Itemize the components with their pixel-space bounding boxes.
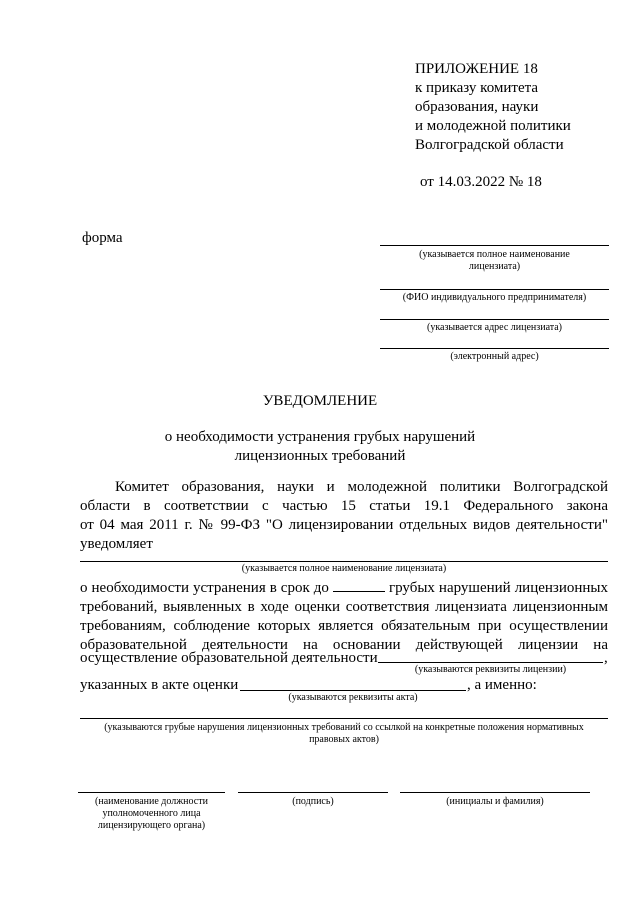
signature-initials-line <box>400 792 590 793</box>
body-line: требований, выявленных в ходе оценки соответствия лицензиата лицензионным <box>80 599 608 615</box>
hint-text: (указываются грубые нарушения лицензионных требований со ссылкой на конкретные положения нормативных <box>104 722 584 733</box>
body-text: грубых нарушений лицензионных <box>388 580 609 596</box>
signature-sign-hint: (подпись) <box>292 796 334 807</box>
signature-position-hint <box>78 796 225 832</box>
signature-sign-line <box>238 792 388 793</box>
hint-text: лицензиата) <box>468 261 521 272</box>
recipient-address-line <box>380 319 609 320</box>
document-subtitle <box>0 428 640 466</box>
body-line-6-end: , а именно: <box>467 677 537 693</box>
intro-line: области в соответствии с частью 15 статьи 19.1 Федерального закона <box>80 498 608 514</box>
recipient-fio-line <box>380 289 609 290</box>
appendix-line: образования, науки <box>415 99 539 115</box>
body-line <box>80 577 608 598</box>
recipient-name-line <box>380 245 609 246</box>
license-details-hint: (указываются реквизиты лицензии) <box>414 664 567 675</box>
violations-hint <box>60 722 628 746</box>
intro-line: Комитет образования, науки и молодежной политики Волгоградской <box>115 479 608 495</box>
licensee-name-line <box>80 561 608 562</box>
body-comma: , <box>604 650 608 666</box>
recipient-email-hint: (электронный адрес) <box>450 351 539 362</box>
license-details-line <box>378 662 603 663</box>
appendix-date: от 14.03.2022 № 18 <box>420 174 542 190</box>
hint-text: уполномоченного лица <box>102 808 201 819</box>
intro-paragraph <box>80 478 608 554</box>
appendix-line: ПРИЛОЖЕНИЕ 18 <box>415 61 538 77</box>
recipient-address-hint: (указывается адрес лицензиата) <box>426 322 563 333</box>
deadline-blank <box>333 577 385 592</box>
hint-text: (указывается полное наименование <box>419 249 570 260</box>
act-details-line <box>240 690 466 691</box>
form-label: форма <box>82 230 123 246</box>
body-line: требованиям, соблюдение которых является обязательным при осуществлении <box>80 618 608 634</box>
intro-line: от 04 мая 2011 г. № 99-ФЗ "О лицензировании отдельных видов деятельности" <box>80 517 608 533</box>
appendix-line: Волгоградской области <box>415 137 564 153</box>
appendix-header <box>415 60 571 192</box>
violations-line <box>80 718 608 719</box>
body-line: образовательной деятельности на основании действующей лицензии на <box>80 637 608 653</box>
act-details-hint: (указываются реквизиты акта) <box>288 692 418 703</box>
body-line-5: осуществление образовательной деятельности <box>80 650 378 666</box>
body-paragraph <box>80 577 608 655</box>
hint-text: правовых актов) <box>309 734 379 745</box>
recipient-email-line <box>380 348 609 349</box>
body-line-6: указанных в акте оценки <box>80 677 239 693</box>
body-text: о необходимости устранения в срок до <box>80 580 329 596</box>
subtitle-line: лицензионных требований <box>234 448 406 464</box>
licensee-name-hint: (указывается полное наименование лицензиата) <box>241 563 447 574</box>
subtitle-line: о необходимости устранения грубых нарушений <box>164 429 476 445</box>
signature-position-line <box>78 792 225 793</box>
recipient-fio-hint: (ФИО индивидуального предпринимателя) <box>402 292 587 303</box>
signature-initials-hint: (инициалы и фамилия) <box>446 796 544 807</box>
recipient-name-hint <box>380 249 609 273</box>
appendix-line: и молодежной политики <box>415 118 571 134</box>
hint-text: (наименование должности <box>95 796 208 807</box>
appendix-line: к приказу комитета <box>415 80 539 96</box>
intro-line: уведомляет <box>80 536 153 552</box>
document-title: УВЕДОМЛЕНИЕ <box>262 393 378 409</box>
hint-text: лицензирующего органа) <box>97 820 206 831</box>
